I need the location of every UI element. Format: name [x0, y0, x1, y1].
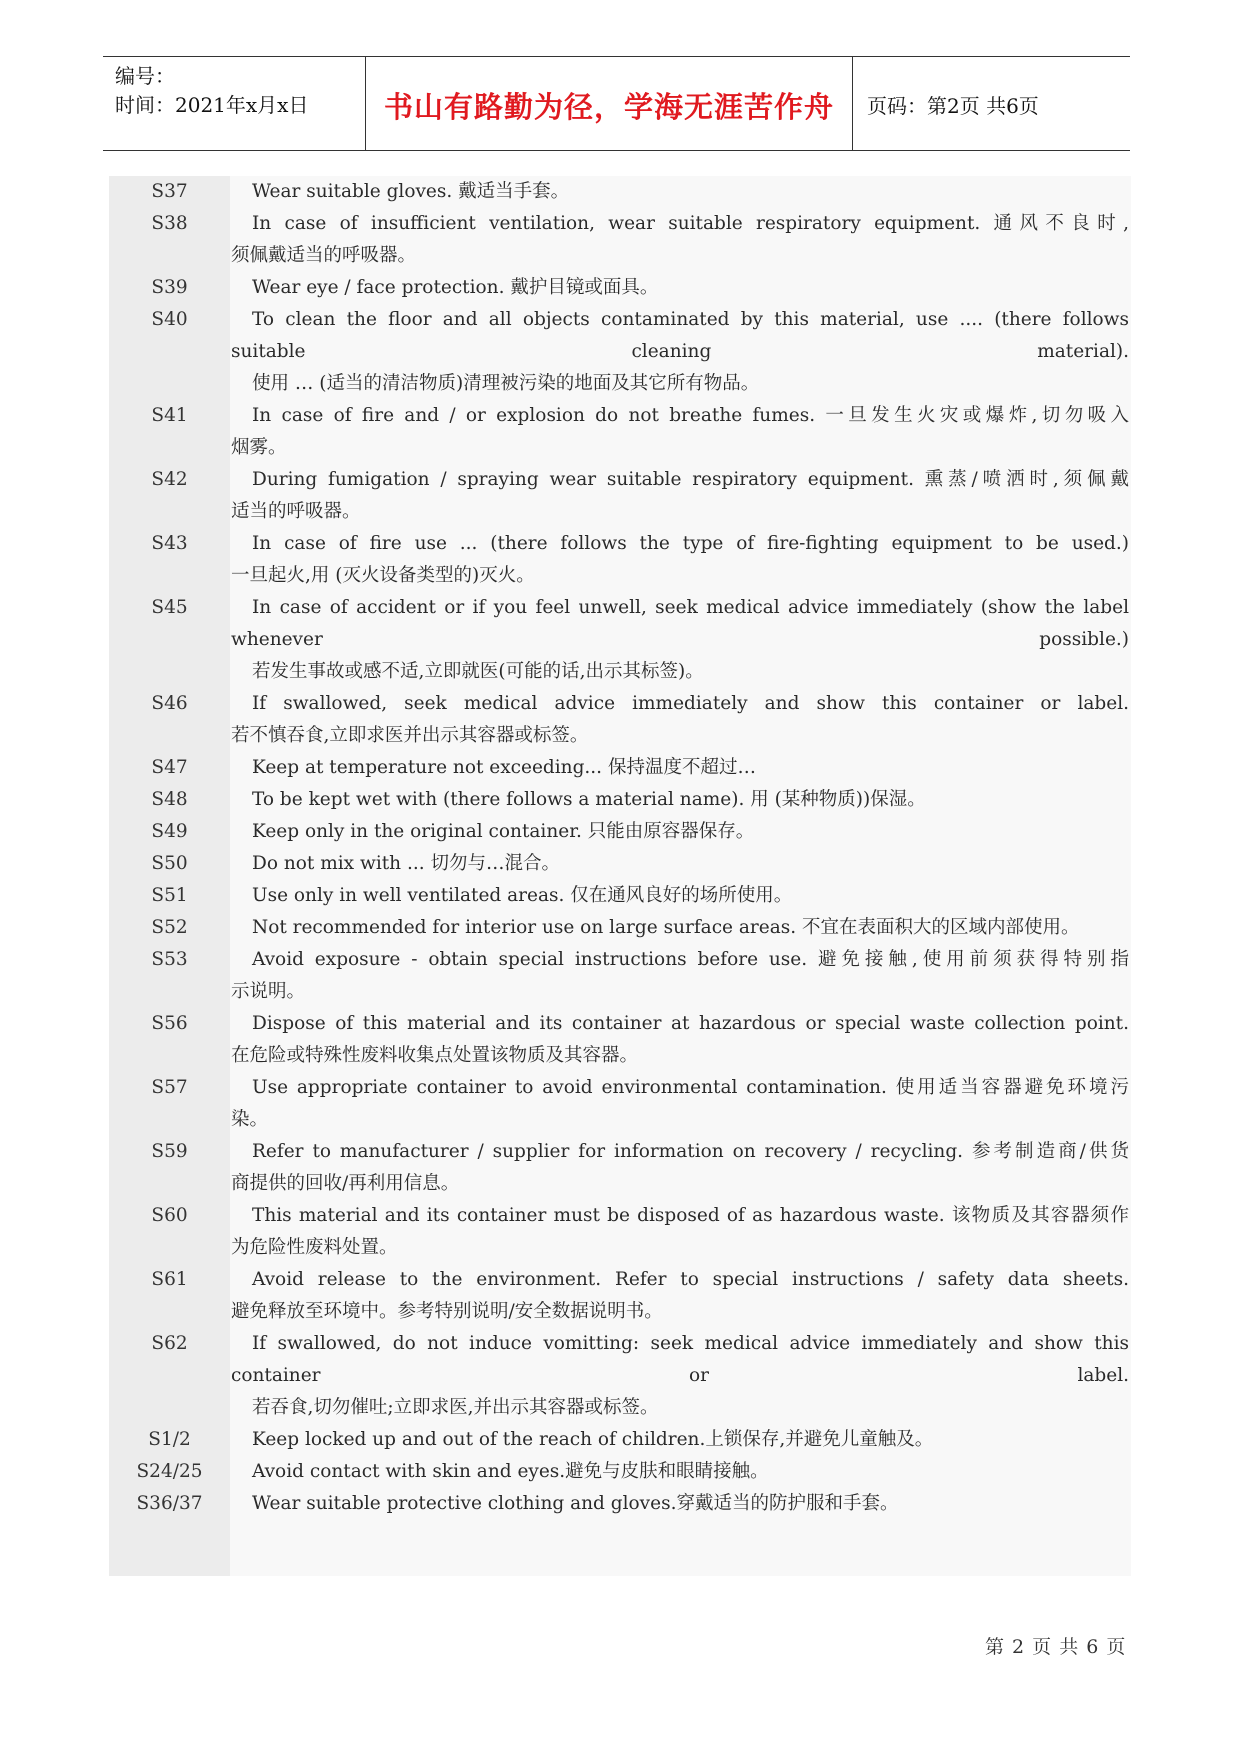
- safety-description: [231, 400, 1129, 464]
- safety-description: [231, 592, 1129, 688]
- table-row: [109, 592, 1131, 688]
- description-line: 烟雾。: [231, 437, 287, 458]
- description-line: Keep at temperature not exceeding... 保持温度不超过…: [252, 757, 756, 778]
- description-line: 须佩戴适当的呼吸器。: [231, 245, 417, 266]
- description-line: 若发生事故或感不适,立即就医(可能的话,出示其标签)。: [252, 661, 704, 682]
- header-motto-cell: [366, 57, 853, 150]
- safety-description: [231, 784, 1129, 816]
- safety-code: S46: [151, 693, 188, 714]
- description-line: 为危险性废料处置。: [231, 1237, 398, 1258]
- safety-code: S24/25: [136, 1461, 203, 1482]
- safety-code: S50: [151, 853, 188, 874]
- safety-code: S62: [151, 1333, 188, 1354]
- safety-description: [231, 464, 1129, 528]
- description-line: Do not mix with ... 切勿与…混合。: [252, 853, 560, 874]
- description-line: Keep locked up and out of the reach of children.上锁保存,并避免儿童触及。: [252, 1429, 934, 1450]
- safety-code: S59: [151, 1141, 188, 1162]
- description-line: To clean the floor and all objects contaminated by this material, use .... (there follows: [252, 309, 1129, 330]
- description-line: 在危险或特殊性废料收集点处置该物质及其容器。: [231, 1045, 639, 1066]
- table-row: [109, 176, 1131, 208]
- description-line: 适当的呼吸器。: [231, 501, 361, 522]
- safety-code: S45: [151, 597, 188, 618]
- safety-description: [231, 880, 1129, 912]
- description-line: container or label.: [231, 1365, 1129, 1386]
- safety-phrase-table: [109, 176, 1131, 1576]
- table-row: [109, 688, 1131, 752]
- safety-code: S43: [151, 533, 188, 554]
- table-row: [109, 1328, 1131, 1424]
- table-row: [109, 528, 1131, 592]
- safety-description: [231, 1200, 1129, 1264]
- description-line: Avoid contact with skin and eyes.避免与皮肤和眼睛接触。: [252, 1461, 769, 1482]
- description-line: suitable cleaning material).: [231, 341, 1129, 362]
- safety-code: S41: [151, 405, 188, 426]
- table-row: [109, 1008, 1131, 1072]
- document-time-label: 时间：2021年x月x日: [115, 93, 309, 117]
- table-row: [109, 784, 1131, 816]
- safety-code: S1/2: [148, 1429, 191, 1450]
- safety-description: [231, 1488, 1129, 1520]
- description-line: During fumigation / spraying wear suitable respiratory equipment. 熏蒸/喷洒时,须佩戴: [252, 469, 1129, 490]
- table-row: [109, 272, 1131, 304]
- safety-code: S36/37: [136, 1493, 203, 1514]
- document-number-label: 编号：: [115, 64, 175, 88]
- table-row: [109, 848, 1131, 880]
- safety-code: S47: [151, 757, 188, 778]
- safety-code: S51: [151, 885, 188, 906]
- table-row: [109, 1200, 1131, 1264]
- safety-code: S38: [151, 213, 188, 234]
- description-line: Avoid release to the environment. Refer to special instructions / safety data sheets.: [252, 1269, 1129, 1290]
- description-line: In case of fire use ... (there follows the type of fire-fighting equipment to be used.): [252, 533, 1129, 554]
- safety-description: [231, 1008, 1129, 1072]
- header-meta-cell: [103, 57, 366, 150]
- description-line: Avoid exposure - obtain special instructions before use. 避免接触,使用前须获得特别指: [252, 949, 1129, 970]
- safety-description: [231, 752, 1129, 784]
- safety-description: [231, 1328, 1129, 1424]
- table-row: [109, 400, 1131, 464]
- table-row: [109, 1264, 1131, 1328]
- description-line: Use appropriate container to avoid environmental contamination. 使用适当容器避免环境污: [252, 1077, 1129, 1098]
- description-line: 商提供的回收/再利用信息。: [231, 1173, 460, 1194]
- safety-description: [231, 1072, 1129, 1136]
- description-line: 避免释放至环境中。参考特别说明/安全数据说明书。: [231, 1301, 663, 1322]
- description-line: Keep only in the original container. 只能由原容器保存。: [252, 821, 755, 842]
- safety-code: S57: [151, 1077, 188, 1098]
- description-line: In case of insufficient ventilation, wear suitable respiratory equipment. 通风不良时,: [252, 213, 1129, 234]
- description-line: 使用 … (适当的清洁物质)清理被污染的地面及其它所有物品。: [252, 373, 760, 394]
- description-line: Wear eye / face protection. 戴护目镜或面具。: [252, 277, 659, 298]
- safety-description: [231, 1424, 1129, 1456]
- safety-description: [231, 912, 1129, 944]
- safety-code: S60: [151, 1205, 188, 1226]
- table-row: [109, 752, 1131, 784]
- safety-description: [231, 688, 1129, 752]
- safety-description: [231, 176, 1129, 208]
- page-footer-number: 第 2 页 共 6 页: [985, 1636, 1127, 1658]
- safety-code: S61: [151, 1269, 188, 1290]
- safety-code: S48: [151, 789, 188, 810]
- description-line: Refer to manufacturer / supplier for information on recovery / recycling. 参考制造商/供货: [252, 1141, 1129, 1162]
- description-line: To be kept wet with (there follows a material name). 用 (某种物质))保湿。: [252, 789, 926, 810]
- safety-code: S49: [151, 821, 188, 842]
- description-line: In case of fire and / or explosion do not breathe fumes. 一旦发生火灾或爆炸,切勿吸入: [252, 405, 1129, 426]
- header-page-number: 页码：第2页 共6页: [867, 94, 1039, 118]
- description-line: 若不慎吞食,立即求医并出示其容器或标签。: [231, 725, 589, 746]
- safety-code: S40: [151, 309, 188, 330]
- description-line: If swallowed, seek medical advice immediately and show this container or label.: [252, 693, 1129, 714]
- safety-code: S52: [151, 917, 188, 938]
- safety-description: [231, 208, 1129, 272]
- description-line: Wear suitable protective clothing and gloves.穿戴适当的防护服和手套。: [252, 1493, 899, 1514]
- safety-code: S53: [151, 949, 188, 970]
- description-line: If swallowed, do not induce vomitting: seek medical advice immediately and show this: [252, 1333, 1129, 1354]
- description-line: whenever possible.): [231, 629, 1129, 650]
- description-line: 染。: [231, 1109, 269, 1130]
- safety-description: [231, 1264, 1129, 1328]
- table-row: [109, 1424, 1131, 1456]
- safety-code: S39: [151, 277, 188, 298]
- safety-code: S56: [151, 1013, 188, 1034]
- description-line: This material and its container must be disposed of as hazardous waste. 该物质及其容器须作: [252, 1205, 1129, 1226]
- table-row: [109, 1072, 1131, 1136]
- description-line: Wear suitable gloves. 戴适当手套。: [252, 181, 570, 202]
- safety-code: S37: [151, 181, 188, 202]
- description-line: Use only in well ventilated areas. 仅在通风良好的场所使用。: [252, 885, 793, 906]
- table-row: [109, 304, 1131, 400]
- header-page-cell: [853, 57, 1130, 150]
- safety-description: [231, 528, 1129, 592]
- table-row: [109, 1136, 1131, 1200]
- page-header: [103, 56, 1130, 151]
- safety-description: [231, 272, 1129, 304]
- table-row: [109, 208, 1131, 272]
- safety-description: [231, 304, 1129, 400]
- description-line: 一旦起火,用 (灭火设备类型的)灭火。: [231, 565, 535, 586]
- safety-description: [231, 944, 1129, 1008]
- table-row: [109, 1456, 1131, 1488]
- description-line: In case of accident or if you feel unwell, seek medical advice immediately (show the label: [252, 597, 1129, 618]
- table-row: [109, 464, 1131, 528]
- description-line: Dispose of this material and its container at hazardous or special waste collection point.: [252, 1013, 1129, 1034]
- safety-description: [231, 1136, 1129, 1200]
- table-row: [109, 1488, 1131, 1520]
- table-row: [109, 944, 1131, 1008]
- table-row: [109, 880, 1131, 912]
- description-line: 示说明。: [231, 981, 306, 1002]
- safety-description: [231, 816, 1129, 848]
- table-row: [109, 816, 1131, 848]
- description-line: Not recommended for interior use on large surface areas. 不宜在表面积大的区域内部使用。: [252, 917, 1080, 938]
- header-motto: 书山有路勤为径，学海无涯苦作舟: [383, 90, 834, 124]
- safety-description: [231, 848, 1129, 880]
- safety-description: [231, 1456, 1129, 1488]
- description-line: 若吞食,切勿催吐;立即求医,并出示其容器或标签。: [252, 1397, 659, 1418]
- safety-code: S42: [151, 469, 188, 490]
- table-row: [109, 912, 1131, 944]
